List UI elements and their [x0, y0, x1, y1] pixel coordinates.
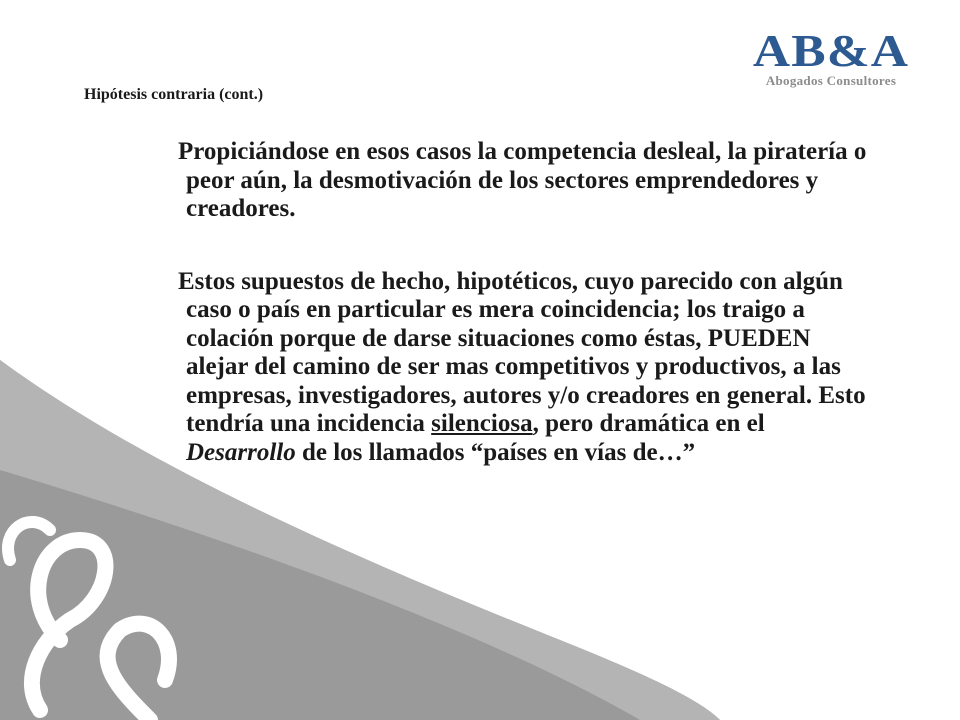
logo-subtitle: Abogados Consultores: [765, 73, 897, 88]
underlined-word: silenciosa: [431, 410, 533, 437]
paragraph-2-part2: , pero dramática en el: [532, 410, 765, 437]
company-logo: [746, 25, 916, 90]
slide-body: [178, 138, 876, 467]
paragraph-competencia: [178, 138, 876, 224]
logo-mark: AB&A: [752, 25, 910, 76]
paragraph-1-text: Propiciándose en esos casos la competencia desleal, la piratería o peor aún, la desmotivación de los sectores emprendedores y creadores.: [178, 138, 867, 222]
slide-title: Hipótesis contraria (cont.): [84, 86, 264, 103]
paragraph-supuestos: [178, 267, 876, 468]
italic-word: Desarrollo: [186, 438, 296, 466]
paragraph-2-part1: Estos supuestos de hecho, hipotéticos, cuyo parecido con algún caso o país en particular es mera coincidencia; los traigo a colación porque de darse situaciones como éstas, PUEDEN alejar del camino de ser mas competitivos y productivos, a las empresas, investigadores, autores y/o creadores en general. Esto tendría una incidencia: [178, 267, 866, 437]
paragraph-2-part3: de los llamados “países en vías de…”: [295, 438, 696, 466]
